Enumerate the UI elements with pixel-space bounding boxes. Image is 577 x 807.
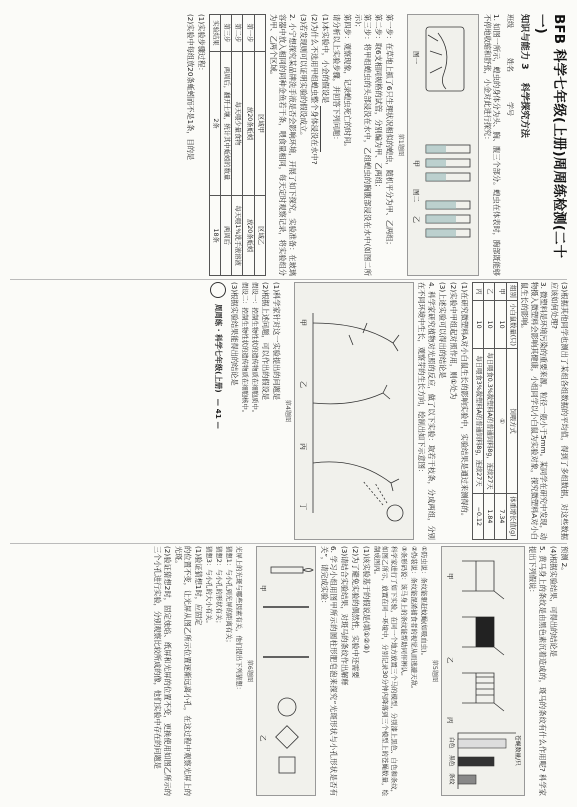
table-header	[254, 15, 265, 52]
light-source-icon	[387, 505, 403, 521]
q4-subquestion: (1)科学家针对这一实验提出的问题是	[271, 282, 281, 400]
locust-body	[438, 33, 447, 89]
figure-4	[294, 282, 414, 540]
q5-subquestion: (3)请结合实验结果，对斑马的条纹作出解释	[340, 546, 350, 686]
q6-subquestion: (2)验证猜想2时，固定烛焰、纸屏和光屏的位置不变，更换使用如图乙所示的三个小孔进行实验，分别观察比较所成的像，他们实验中存在的问题是	[153, 546, 172, 796]
section-heading	[517, 14, 529, 276]
table-header-row	[254, 15, 265, 276]
page-footer	[210, 282, 226, 540]
conjecture-item: 猜想1：与小孔到光屏的距离有关；	[224, 546, 233, 646]
chart-bar	[458, 775, 476, 784]
pinhole-illustration	[257, 547, 315, 796]
q1-step: 第四步：观察现象，记录蝗虫死亡的时间。	[342, 14, 352, 151]
chart-xlabel: 白色	[448, 737, 454, 749]
plant-leaves	[391, 479, 399, 491]
q1-step: 第二步：取6支相同规格的试管，分别编为甲、乙两组；	[374, 14, 384, 192]
page-title: BFB 科学七年级(上册)周周练检测(二十一)	[533, 14, 566, 259]
fig1-label-a: 甲	[412, 160, 421, 167]
q1-subquestion: (1)本实验中，小金的假设是	[320, 14, 330, 276]
column-divider	[10, 279, 567, 280]
q2-subquestion: (2)实验中每组放20条蚯蚓而不是1条，目的是	[185, 14, 195, 161]
chart-ylabel: 苍蝇数量/只	[514, 735, 520, 766]
q1-step: 第三步：将甲组蝗虫的头部浸没在水中，乙组蝗虫的胸腹部浸没在水中(如图二所示)；	[353, 14, 373, 276]
table-row: 甲 10 ① 7.34	[495, 283, 506, 540]
horse-model	[462, 673, 504, 711]
question-3: 3. 微塑料是环境污染的重要来源，粒径一般小于5mm。某同学在研究中发现，动物摄入微塑料会影响其健康，小组同学以小白鼠为实验对象，探究微塑料A对小白鼠生长的影响。	[520, 282, 549, 540]
chart-xlabel: 条纹	[448, 773, 454, 785]
table-header: 区域甲	[254, 51, 265, 195]
question-1: 1. 如图一所示，蝗虫的身体分为头、胸、腹三个部分。蝗虫在体表时，胸部既能够不停地收缩和舒张，小金对此进行探究：	[482, 14, 502, 276]
experiment-table-1	[209, 14, 266, 276]
fig5-label: 丙	[446, 717, 454, 724]
hypothesis-item: ②伪装说：条纹能混淆捕食者的视觉从而逃避天敌。	[409, 546, 418, 693]
q2-subquestion: (1)实验步骤过程：	[196, 14, 206, 75]
name-label: 姓名	[506, 58, 515, 72]
table-row: 乙 10 每日喂食0.3%微塑料A的普通饲料8g，连续27天 1.84	[484, 283, 495, 540]
hypothesis-item: ③条形码说：该马身上的条纹能帮助同伴辨认。	[399, 546, 408, 680]
fig4-label: 丙	[298, 443, 307, 450]
section-topic: 科学探究方法	[518, 82, 530, 138]
table-row: 丙 10 每日喂食3%微塑料A的普通饲料8g，连续27天 −0.12	[472, 283, 483, 540]
q5-subquestion: (2)为了避免实验的偶然性，实验中还需要	[351, 546, 361, 679]
zebra-experiment-illustration	[442, 547, 524, 796]
figure-4-caption: 第4题图	[283, 399, 291, 423]
flame-icon	[303, 569, 313, 572]
table-row: 第一步 放20条蚯蚓 放20条蚯蚓	[243, 15, 254, 276]
question-5: 5. 黄马身上的条纹是由黑色素沉着造成的，斑马的条纹有什么作用呢? 科学家提出下列假说：	[528, 546, 547, 796]
fig4-label: 甲	[298, 319, 307, 326]
question-2: 2. 小宁想探究某品牌洗手液是否会影响环境，开展了如下探究，实验准备：在玻璃容器中放入相同的同种金鱼若干条，喂食量相同，每天定时观察记录，将实验组分为甲、乙两个区域。	[268, 14, 297, 276]
conjecture-item: 猜想2：与小孔的形状有关；	[215, 546, 223, 627]
brand-logo-icon	[210, 282, 226, 298]
locust-legs	[428, 35, 442, 73]
q5-subquestion: (1)该实验基于的假说是(填①②③)	[362, 546, 372, 653]
table-row: 实验结果 2条 18条	[209, 15, 220, 276]
q3-subquestion: (3)上述实验可以得出的结论是	[437, 282, 447, 379]
q4-hypothesis: 假设二：控制生物性状的遗传物质在细胞核中。	[240, 282, 249, 417]
figure-5-caption: 第5题图	[431, 659, 438, 683]
id-label: 学号	[506, 102, 515, 116]
container-a	[426, 27, 464, 91]
q4-subquestion: (2)根据上述问题，可以作出的假设是	[260, 282, 270, 400]
class-label: 班级	[506, 14, 515, 28]
figure-1	[407, 14, 479, 276]
figure-6-caption: 第6题图	[246, 659, 254, 683]
table-header: 组别	[506, 283, 517, 301]
plant-experiment-illustration	[295, 283, 413, 539]
fig4-label: 丁	[298, 503, 307, 510]
question-6: 6. 学习小组用图甲所示的圆柱形肥皂泡来探究“光斑形状与小孔形状是否有关”，请完成实验：	[319, 546, 339, 796]
footer-brand: 周周练 · 科学七年级(上册)	[214, 304, 224, 393]
right-column	[8, 546, 569, 796]
chart-bar	[458, 739, 506, 748]
conjecture-item: 光屏上的光斑与哪些因素有关，他们提出下列猜想：	[234, 546, 243, 693]
candle-icon	[271, 567, 303, 573]
q3-subquestion: (2)实验中甲组起对照作用，则①处为	[448, 282, 458, 400]
plant-leaves	[349, 323, 399, 351]
question-3-tail: (3)根据其他同学也测出了某组各组数据的平均值，得到了多组数据，对这些数据应该如何处理?	[550, 282, 569, 540]
fig5-label: 乙	[446, 657, 454, 664]
table-header: 体重增长值(g)	[506, 493, 517, 539]
plant-stem	[313, 323, 393, 343]
table-row: 第二步 每天喂少量食物 每天喂1%洗手液溶液	[232, 15, 243, 276]
fig1-sub-b: 图二	[412, 189, 421, 202]
prediction-line: 预测 2。	[560, 546, 569, 575]
fig5-label: 甲	[446, 573, 454, 580]
light-rays	[363, 481, 387, 505]
hole-shape-diamond	[276, 726, 299, 749]
chart-xlabel: 黑色	[448, 755, 454, 767]
locust-illustration	[408, 15, 478, 276]
hypothesis-item: ①防虫说：条纹能驱赶蚊蝇(如吸血虫)。	[419, 546, 428, 659]
fig6-label: 甲	[259, 585, 268, 592]
figure-6	[256, 546, 316, 796]
q1-step: 请分析以上实验步骤，并回答下列问题：	[331, 14, 341, 144]
black-model-fill	[476, 617, 494, 647]
question-4: 4. 科学家研究植物对光照的反应，做了以下实验：取若干枝条，分成两组，分别在不同环境中生长，观察芽的生长方向，绘制出如下示意图：	[417, 282, 436, 540]
zebra-stripes	[476, 677, 494, 695]
q1-subquestion: (2)为什么不选用甲组蝗虫整个身体浸没在水中?	[309, 14, 319, 165]
q6-subquestion: 的位置不变，让光屏从图乙所示位置逐渐远离小孔，在这过程中观察光屏上的光斑。	[173, 546, 193, 796]
conjecture-item: 猜想3：与小孔的大小有关。	[205, 546, 214, 627]
q3-subquestion: (1)在研究微塑料A对小白鼠生长的影响实验中，实验结果是通过来测得的。	[459, 282, 469, 520]
figure-1-caption: 第1题图	[397, 133, 405, 157]
plant-stem	[313, 462, 391, 483]
table-header: 区域乙	[254, 196, 265, 276]
q4-hypothesis: 假设一：控制生物性状的遗传物质在细胞质中。	[250, 282, 259, 417]
table-header: 小白鼠数量(只)	[506, 300, 517, 348]
page-number: — 41 —	[214, 398, 224, 429]
horse-model	[462, 561, 504, 599]
student-info	[505, 14, 514, 276]
q4-conclusion: (4)根据实验结果，可得出的结论是	[549, 546, 558, 657]
fig6-label: 乙	[259, 735, 268, 742]
chart-bar	[458, 757, 494, 766]
experiment-description: 科学家进行了如下实验，在同一个地方放置三个马的模型，分别漆上黑色、白色和条纹，如图乙所示，放置在同一环境中，分别记录30分钟内降落到三个模型上的苍蝇数量，绘制成图丙。	[373, 546, 398, 796]
q1-step: 第一步：在草地上抓了6只生理状况相似的蝗虫，随机平分为甲、乙两组；	[385, 14, 395, 249]
figure-5	[441, 546, 525, 796]
section-label: 知识与能力 3	[518, 14, 530, 70]
plant-leaves	[383, 385, 390, 399]
hole-shape-circle	[278, 698, 296, 716]
column-divider	[10, 543, 567, 544]
fig4-label: 乙	[298, 381, 307, 388]
table-header-row	[506, 283, 517, 540]
table-row: 第三步 两周后，翻开土壤，统计其中蚯蚓的数量 两周后	[220, 15, 231, 276]
q1-subquestion: (3)若发现则可以证明实验的假设成立。	[298, 14, 308, 140]
q6-subquestion: (1)验证猜想1时，应固定	[194, 546, 204, 626]
plant-stem	[313, 393, 383, 404]
fig1-sub-a: 图一	[412, 51, 421, 64]
hole-shape-square	[279, 757, 295, 773]
middle-column	[8, 282, 569, 540]
experiment-table-2	[472, 282, 518, 540]
table-header: 饲喂方式	[506, 349, 517, 493]
left-column	[8, 14, 569, 276]
q4-subquestion: (3)根据实验结果能得出的结论是	[229, 282, 239, 386]
fig1-label-b: 乙	[412, 216, 421, 223]
